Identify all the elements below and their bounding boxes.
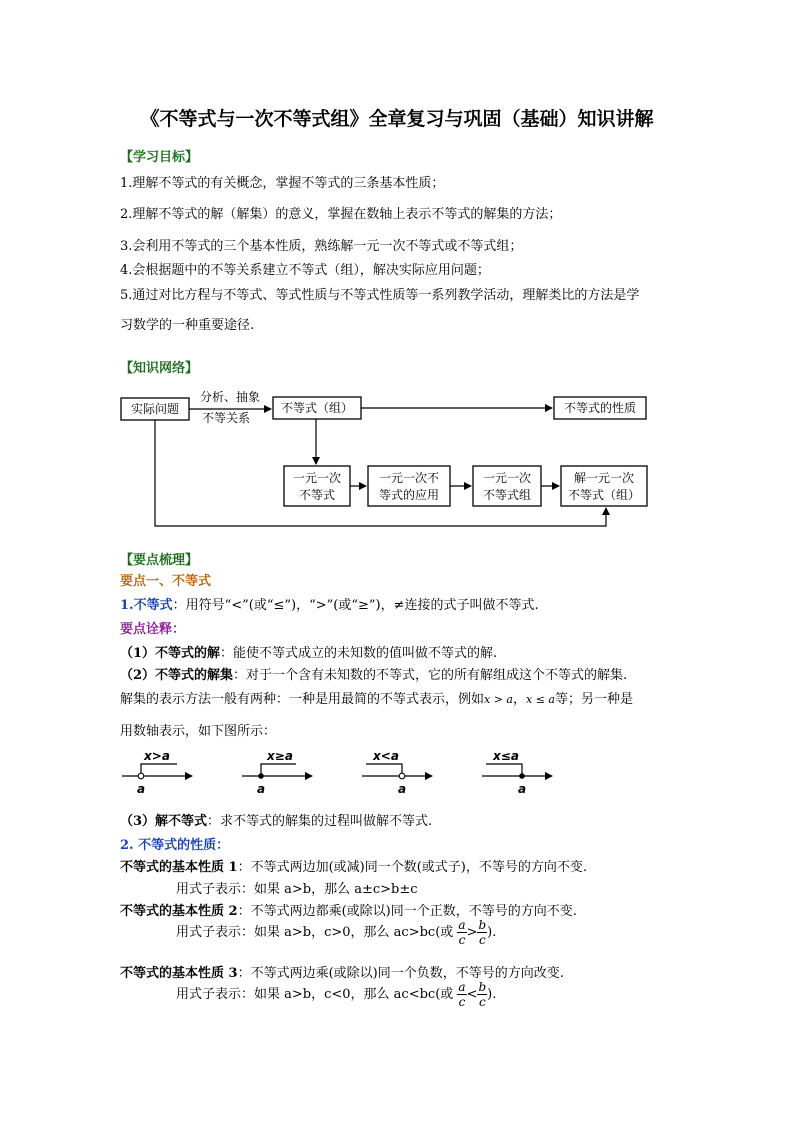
prop3-text: ：不等式两边乘(或除以)同一个负数，不等号的方向改变. (237, 966, 564, 981)
fraction-a-over-c: $\frac{a}{c}$ (458, 980, 466, 1009)
open-point (399, 773, 405, 779)
box-prop-label: 不等式的性质 (563, 401, 637, 415)
axis-label: x≥a (267, 749, 293, 763)
axis-label: x>a (144, 749, 170, 763)
prop2-formula-text: 用式子表示：如果 a>b，c>0，那么 ac>bc(或 (176, 925, 454, 940)
axis-point-label: a (517, 782, 527, 796)
number-line-figures (0, 744, 794, 800)
box-d-line2: 不等式（组） (567, 488, 641, 502)
prop2-label: 不等式的基本性质 2 (120, 904, 238, 919)
prop3-line (120, 962, 564, 981)
fraction-b-over-c: $\frac{b}{c}$ (478, 918, 487, 947)
network-heading: 【知识网络】 (120, 361, 199, 376)
box-b-line2: 等式的应用 (378, 488, 440, 502)
objectives-heading: 【学习目标】 (120, 150, 199, 165)
note1-label: （1）不等式的解 (120, 646, 221, 661)
arrow-bottom-label: 不等关系 (201, 411, 251, 425)
prop3-formula (176, 980, 496, 1009)
definition-line (120, 594, 539, 613)
objective-item: 5.通过对比方程与不等式、等式性质与不等式性质等一系列教学活动，理解类比的方法是学 (120, 288, 640, 303)
box-c-line2: 不等式组 (482, 488, 532, 502)
representation-text-b: 等；另一种是 (555, 692, 634, 707)
representation-example-2: x ≤ a (526, 693, 555, 706)
prop3-formula-text: 用式子表示：如果 a>b，c<0，那么 ac<bc(或 (176, 987, 454, 1002)
prop1-formula: 用式子表示：如果 a>b，那么 a±c>b±c (176, 882, 418, 897)
box-c-line1: 一元一次 (482, 471, 532, 485)
definition-text: ：用符号“<”(或“≤”)，“>”(或“≥”)，≠连接的式子叫做不等式. (172, 598, 539, 613)
objective-item: 习数学的一种重要途径. (120, 318, 255, 333)
prop1-text: ：不等式两边加(或减)同一个数(或式子)，不等号的方向不变. (237, 860, 587, 875)
closed-point (258, 773, 264, 779)
box-a-line1: 一元一次 (292, 471, 342, 485)
prop2-formula (176, 918, 496, 947)
box-b-line1: 一元一次不 (378, 471, 440, 485)
box-real-label: 实际问题 (130, 402, 180, 416)
prop2-text: ：不等式两边都乘(或除以)同一个正数，不等号的方向不变. (237, 904, 577, 919)
definition-label: 1.不等式 (120, 598, 173, 613)
prop2-relation: > (466, 925, 478, 940)
knowledge-network-diagram (0, 380, 794, 540)
prop2-formula-end: ). (487, 925, 497, 940)
closed-point (519, 773, 525, 779)
note3-label: （3）解不等式 (120, 814, 208, 829)
objective-item: 3.会利用不等式的三个基本性质，熟练解一元一次不等式或不等式组； (120, 239, 523, 254)
page-title: 《不等式与一次不等式组》全章复习与巩固（基础）知识讲解 (140, 108, 654, 130)
prop3-label: 不等式的基本性质 3 (120, 966, 238, 981)
prop2-line (120, 900, 577, 919)
fraction-a-over-c: $\frac{a}{c}$ (458, 918, 466, 947)
note1-line (120, 642, 497, 661)
representation-text-a: 解集的表示方法一般有两种：一种是用最简的不等式表示，例如 (120, 692, 485, 707)
box-a-line2: 不等式 (298, 488, 336, 502)
note3-line (120, 810, 432, 829)
axis-point-label: a (256, 782, 266, 796)
objective-item: 2.理解不等式的解（解集）的意义，掌握在数轴上表示不等式的解集的方法； (120, 207, 562, 222)
axis-label: x<a (373, 749, 399, 763)
note1-text: ：能使不等式成立的未知数的值叫做不等式的解. (220, 646, 498, 661)
point2-heading: 2. 不等式的性质： (120, 838, 230, 853)
box-ineq-label: 不等式（组） (280, 401, 354, 415)
fraction-b-over-c: $\frac{b}{c}$ (478, 980, 487, 1009)
note2-label: （2）不等式的解集 (120, 668, 234, 683)
prop3-formula-end: ). (487, 987, 497, 1002)
note2-line (120, 664, 627, 683)
note-heading: 要点诠释： (120, 622, 186, 637)
point1-heading: 要点一、不等式 (120, 574, 212, 589)
prop1-line (120, 856, 587, 875)
objective-item: 1.理解不等式的有关概念，掌握不等式的三条基本性质； (120, 176, 445, 191)
objective-item: 4.会根据题中的不等关系建立不等式（组），解决实际应用问题； (120, 263, 490, 278)
box-d-line1: 解一元一次 (573, 471, 635, 485)
representation-example-1: x > a (484, 693, 513, 706)
note3-text: ：求不等式的解集的过程叫做解不等式. (207, 814, 433, 829)
representation-line-2: 用数轴表示，如下图所示： (120, 724, 277, 739)
representation-line (120, 688, 633, 707)
arrow-top-label: 分析、抽象 (199, 390, 261, 404)
prop1-label: 不等式的基本性质 1 (120, 860, 238, 875)
open-point (138, 773, 144, 779)
prop3-relation: < (466, 987, 478, 1002)
axis-label: x≤a (493, 749, 519, 763)
axis-point-label: a (397, 782, 407, 796)
note2-text: ：对于一个含有未知数的不等式，它的所有解组成这个不等式的解集. (233, 668, 628, 683)
points-heading: 【要点梳理】 (120, 553, 199, 568)
axis-point-label: a (136, 782, 146, 796)
representation-separator: ， (513, 692, 527, 707)
